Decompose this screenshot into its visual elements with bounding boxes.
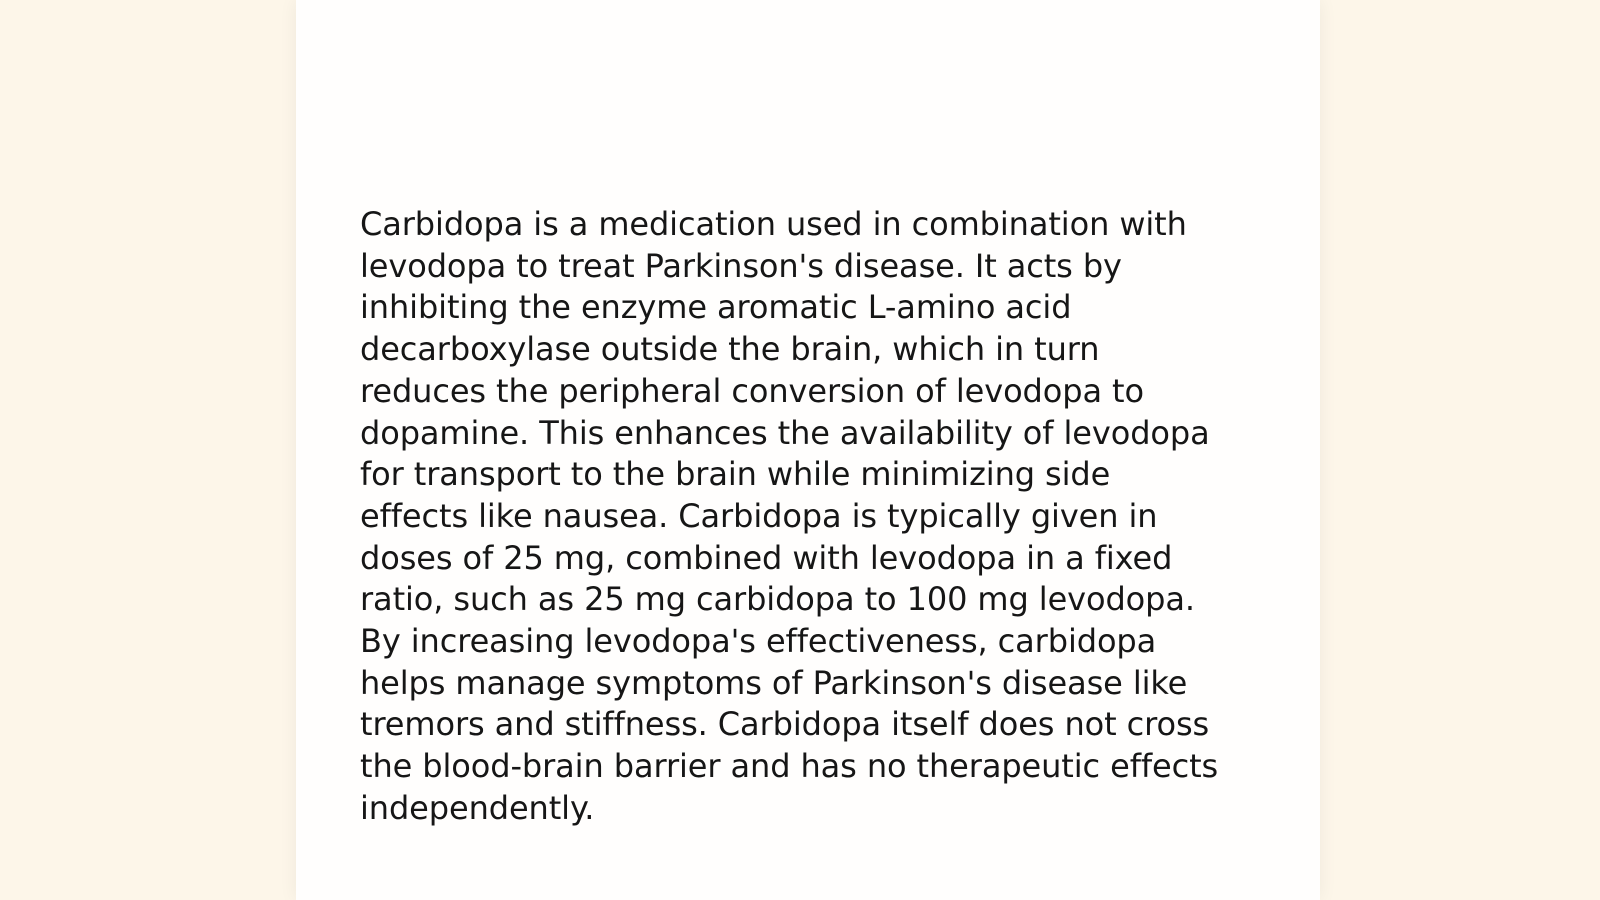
paragraph-line: dopamine. This enhances the availability of levodopa — [360, 413, 1210, 452]
paragraph-line: doses of 25 mg, combined with levodopa in a fixed — [360, 538, 1173, 577]
document-page — [296, 0, 1320, 900]
paragraph-line: for transport to the brain while minimizing side — [360, 455, 1111, 494]
paragraph-line: levodopa to treat Parkinson's disease. It acts by — [360, 246, 1122, 285]
paragraph-line: tremors and stiffness. Carbidopa itself does not cross — [360, 705, 1210, 744]
paragraph-line: Carbidopa is a medication used in combination with — [360, 205, 1187, 243]
paragraph-line: decarboxylase outside the brain, which in turn — [360, 330, 1100, 369]
paragraph-line: By increasing levodopa's effectiveness, carbidopa — [360, 622, 1157, 661]
paragraph-line: the blood-brain barrier and has no therapeutic effects — [360, 747, 1219, 786]
paragraph-line: ratio, such as 25 mg carbidopa to 100 mg levodopa. — [360, 580, 1195, 619]
body-paragraph — [360, 204, 1260, 830]
paragraph-line: reduces the peripheral conversion of levodopa to — [360, 371, 1144, 410]
paragraph-line: inhibiting the enzyme aromatic L-amino acid — [360, 288, 1072, 327]
paragraph-line: helps manage symptoms of Parkinson's disease like — [360, 663, 1188, 702]
paragraph-line: effects like nausea. Carbidopa is typically given in — [360, 496, 1158, 535]
paragraph-line: independently. — [360, 788, 595, 827]
